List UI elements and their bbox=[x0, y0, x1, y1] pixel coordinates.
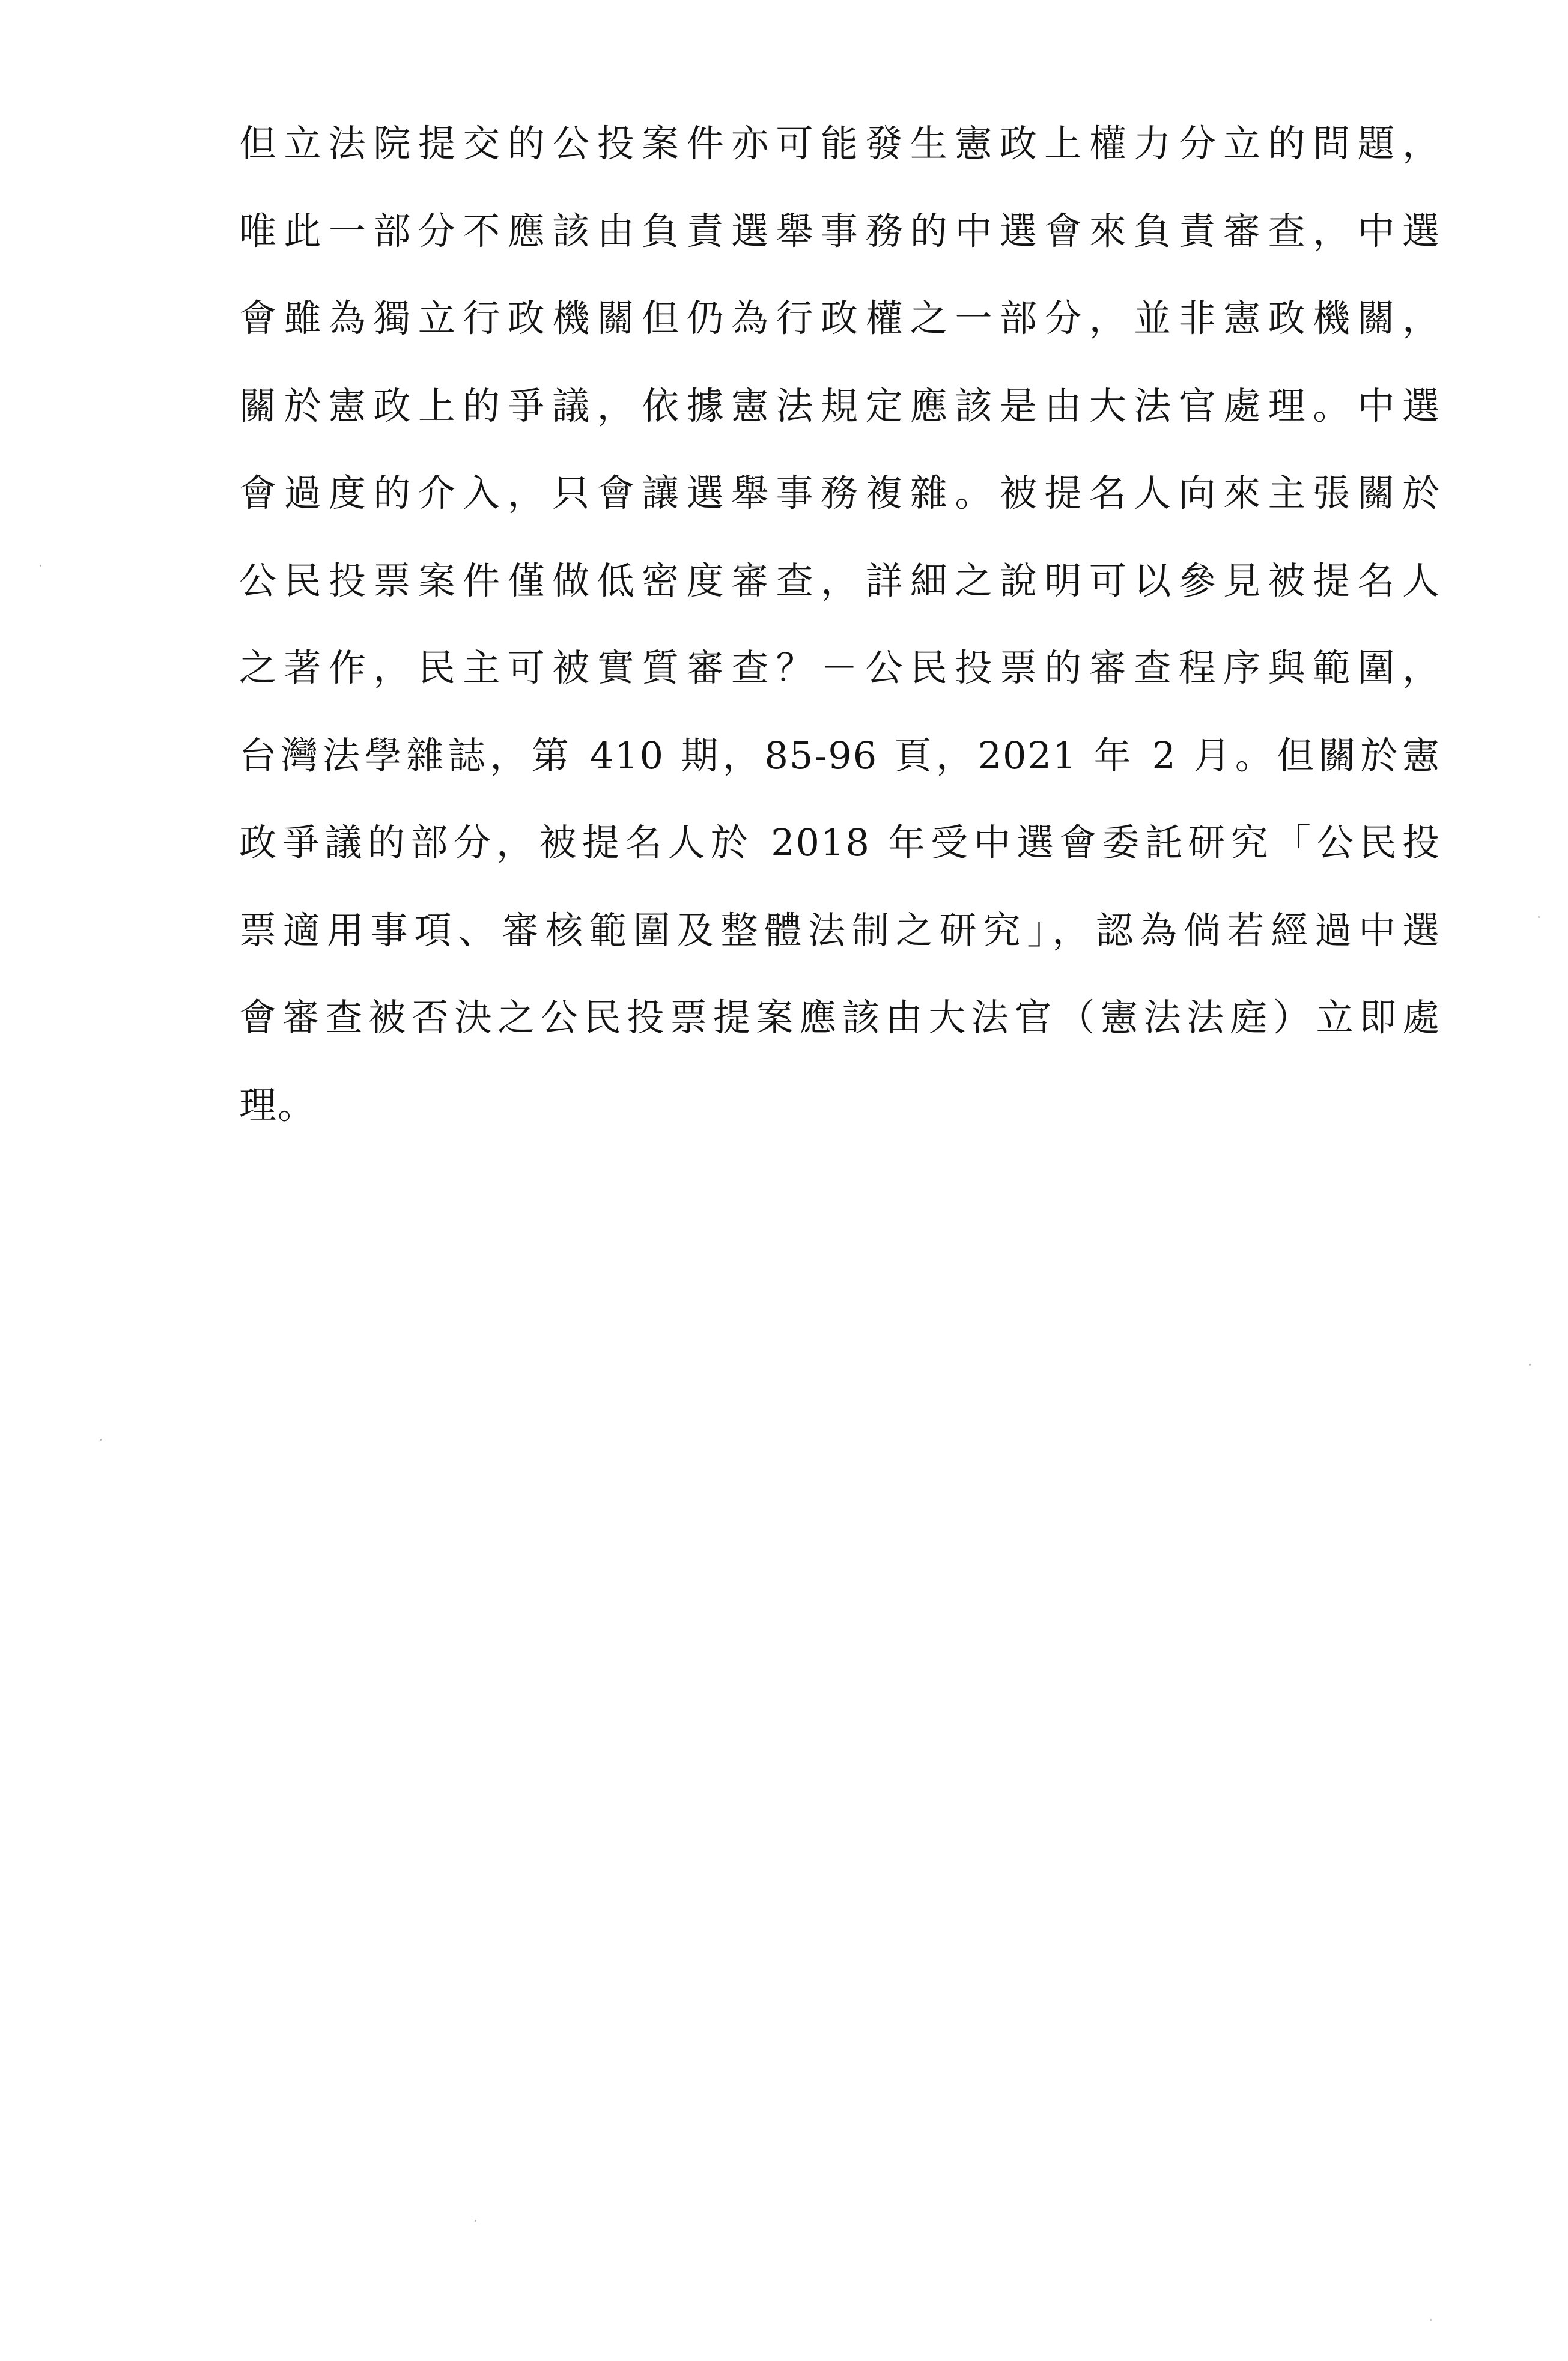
scan-speck bbox=[40, 565, 41, 567]
paragraph-line: 票適用事項、審核範圍及整體法制之研究」，認為倘若經過中選 bbox=[239, 908, 1441, 952]
paragraph-line: 公民投票案件僅做低密度審查，詳細之說明可以參見被提名人 bbox=[239, 558, 1441, 603]
paragraph-line: 台灣法學雜誌，第 410 期，85-96 頁，2021 年 2 月。但關於憲 bbox=[239, 733, 1441, 777]
paragraph-line: 會雖為獨立行政機關但仍為行政權之一部分，並非憲政機關， bbox=[239, 296, 1441, 340]
scan-speck bbox=[1430, 2319, 1432, 2321]
scan-speck bbox=[1538, 916, 1540, 918]
paragraph-line: 但立法院提交的公投案件亦可能發生憲政上權力分立的問題， bbox=[239, 121, 1441, 165]
paragraph-line: 會審查被否決之公民投票提案應該由大法官（憲法法庭）立即處 bbox=[239, 995, 1441, 1039]
paragraph-line: 理。 bbox=[239, 1083, 317, 1127]
paragraph-line: 政爭議的部分，被提名人於 2018 年受中選會委託研究「公民投 bbox=[239, 821, 1441, 864]
scan-speck bbox=[1529, 1364, 1531, 1366]
paragraph-line: 之著作，民主可被實質審查？－公民投票的審查程序與範圍， bbox=[239, 646, 1441, 690]
paragraph-line: 唯此一部分不應該由負責選舉事務的中選會來負責審查，中選 bbox=[239, 208, 1441, 253]
paragraph-line: 關於憲政上的爭議，依據憲法規定應該是由大法官處理。中選 bbox=[239, 383, 1441, 428]
body-paragraph bbox=[239, 100, 1441, 1149]
scan-speck bbox=[475, 2220, 476, 2222]
paragraph-line: 會過度的介入，只會讓選舉事務複雜。被提名人向來主張關於 bbox=[239, 471, 1441, 515]
scan-speck bbox=[100, 1439, 102, 1441]
